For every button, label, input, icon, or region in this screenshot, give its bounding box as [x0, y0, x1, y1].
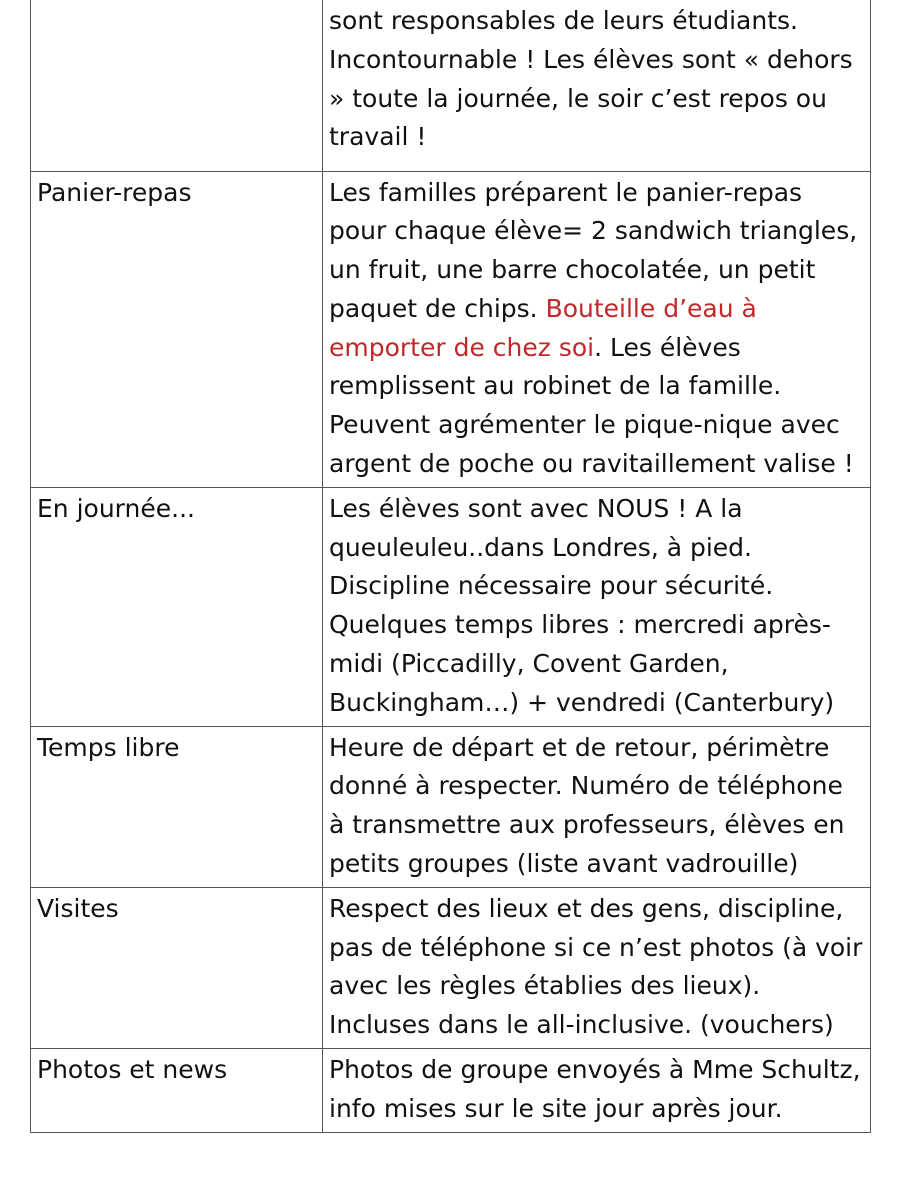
- description-text: . Les élèves remplissent au robinet de la famille. Peuvent agrémenter le pique-nique avec argent de poche ou ravitaillement valise !: [329, 332, 854, 479]
- row-topic: Temps libre: [31, 726, 323, 887]
- table-row: [31, 1049, 871, 1133]
- row-topic: Photos et news: [31, 1049, 323, 1133]
- row-topic: [31, 0, 323, 171]
- row-description: Respect des lieux et des gens, discipline, pas de téléphone si ce n’est photos (à voir avec les règles établies des lieux). Incluses dans le all-inclusive. (vouchers): [323, 887, 871, 1048]
- table-row: [31, 726, 871, 887]
- row-topic: Visites: [31, 887, 323, 1048]
- row-description: sont responsables de leurs étudiants. Incontournable ! Les élèves sont « dehors » toute la journée, le soir c’est repos ou travail !: [323, 0, 871, 171]
- row-description: Les élèves sont avec NOUS ! A la queuleuleu..dans Londres, à pied. Discipline nécessaire pour sécurité. Quelques temps libres : mercredi après-midi (Piccadilly, Covent Garden, Buckingham…) + vendredi (Canterbury): [323, 487, 871, 726]
- row-description: Heure de départ et de retour, périmètre donné à respecter. Numéro de téléphone à transmettre aux professeurs, élèves en petits groupes (liste avant vadrouille): [323, 726, 871, 887]
- row-topic: En journée...: [31, 487, 323, 726]
- row-description: Photos de groupe envoyés à Mme Schultz, info mises sur le site jour après jour.: [323, 1049, 871, 1133]
- table-row: [31, 171, 871, 487]
- table-row: [31, 887, 871, 1048]
- table-row: [31, 487, 871, 726]
- info-table: [30, 0, 871, 1133]
- row-description: [323, 171, 871, 487]
- description-text: Les familles préparent le panier-repas pour chaque élève= 2 sandwich triangles, un fruit, une barre chocolatée, un petit paquet de chips.: [329, 177, 858, 323]
- row-topic: Panier-repas: [31, 171, 323, 487]
- highlighted-text: Bouteille d’eau à emporter de chez soi: [329, 293, 757, 362]
- table-row: [31, 0, 871, 171]
